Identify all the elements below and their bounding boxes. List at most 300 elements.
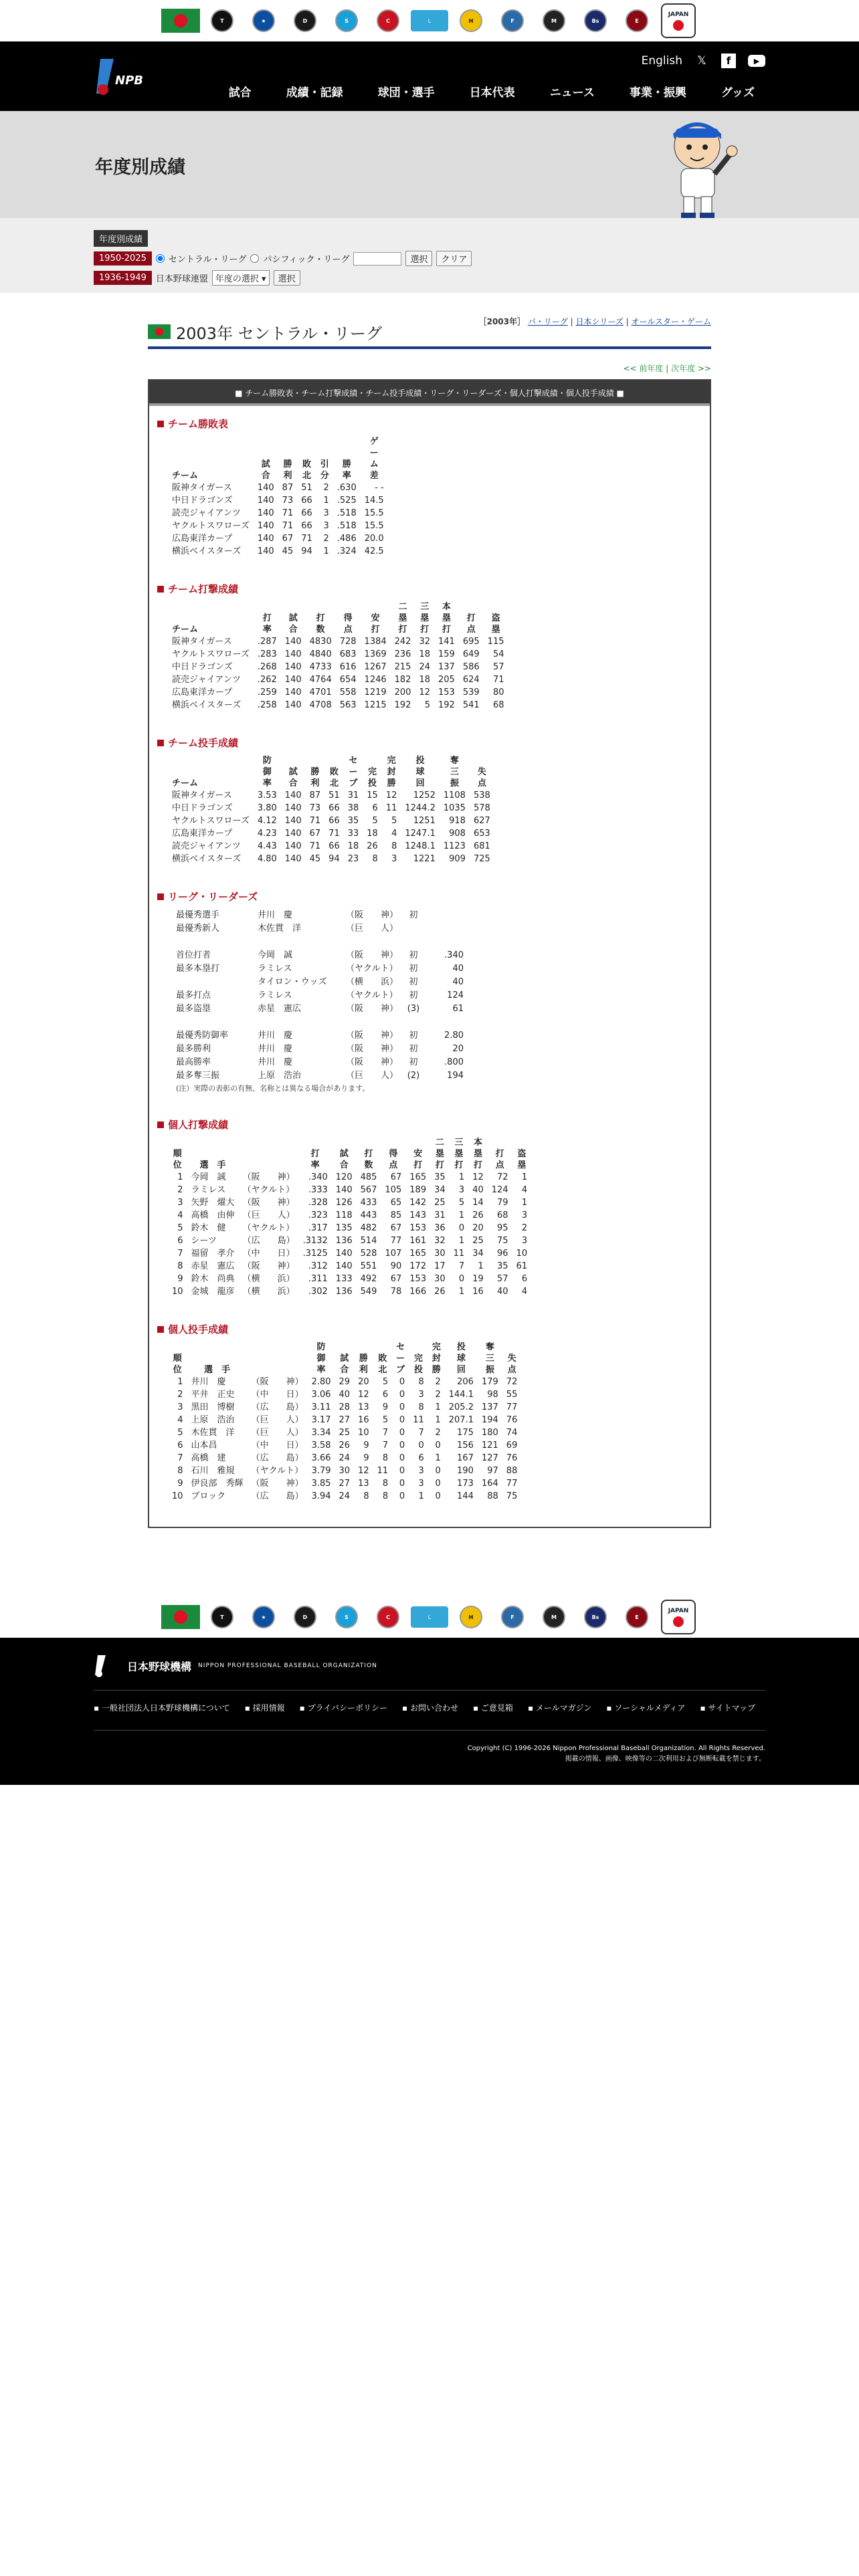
table-header-6: 敗 北 — [378, 1354, 387, 1375]
table-cell: 96 — [497, 1249, 508, 1259]
table-cell: 66 — [301, 508, 312, 518]
table-cell: 30 — [339, 1466, 351, 1476]
leader-cell: 赤星 憲広 — [258, 1004, 302, 1014]
carp-logo[interactable] — [367, 3, 409, 38]
pacific-radio[interactable] — [250, 254, 259, 263]
table-row — [168, 1260, 531, 1273]
table-cell: 135 — [335, 1223, 353, 1233]
table-cell: 2 — [435, 1390, 441, 1400]
copyright-line: Copyright (C) 1996-2026 Nippon Professional Baseball Organization. All Rights Reserved. — [467, 1745, 765, 1752]
leader-cell: 最多打点 — [176, 990, 211, 1000]
table-cell: 558 — [339, 687, 357, 697]
table-cell: 140 — [257, 546, 274, 556]
table-cell: .525 — [337, 496, 357, 506]
table-cell: （中 日） — [251, 1440, 304, 1451]
table-row — [168, 699, 508, 712]
table-cell: .518 — [337, 508, 357, 518]
clear-button[interactable]: クリア — [436, 251, 472, 266]
table-header-10: 本 塁 打 — [473, 1138, 482, 1170]
table-cell: 8 — [382, 1491, 389, 1501]
table-cell: 167 — [457, 1453, 474, 1463]
next-year-link[interactable]: 次年度 >> — [671, 364, 711, 373]
leader-spacer — [176, 936, 710, 949]
table-cell: 159 — [438, 649, 455, 659]
footer-link-0[interactable]: ▪ 一般社団法人日本野球機構について — [94, 1703, 230, 1713]
table-cell: 66 — [328, 803, 340, 813]
table-cell: 3.17 — [311, 1415, 331, 1425]
hawks-logo[interactable] — [450, 3, 492, 38]
leader-row — [176, 909, 710, 922]
table-cell: 1 — [435, 1402, 441, 1412]
table-header-4: 引 分 — [320, 459, 329, 481]
table-cell: 中日ドラゴンズ — [172, 662, 233, 672]
central-radio[interactable] — [156, 254, 165, 263]
table-cell: 140 — [335, 1185, 353, 1195]
table-cell: 4 — [177, 1210, 183, 1220]
footer-divider — [94, 1730, 765, 1731]
table-cell: 485 — [360, 1172, 377, 1182]
giants-logo[interactable] — [160, 3, 201, 38]
table-row — [168, 545, 388, 558]
table-cell: 10 — [358, 1428, 369, 1438]
hawks-logo[interactable] — [450, 1600, 492, 1634]
table-cell: 1267 — [364, 662, 387, 672]
table-cell: （阪 神） — [242, 1172, 295, 1182]
footer-link-4[interactable]: ▪ ご意見箱 — [472, 1703, 513, 1713]
marines-logo[interactable] — [533, 3, 575, 38]
table-cell: 73 — [282, 496, 294, 506]
table-cell: 中日ドラゴンズ — [172, 496, 233, 506]
table-cell: 鈴木 健 — [191, 1223, 226, 1233]
nav-item-2[interactable]: 球団・選手 — [377, 86, 435, 100]
swallows-icon: S — [335, 9, 358, 32]
table-cell: 1244.2 — [405, 803, 436, 813]
leader-cell: 124 — [447, 990, 464, 1000]
leader-cell: （巨 人） — [346, 1071, 399, 1081]
table-cell: （ヤクルト） — [251, 1466, 304, 1476]
table-cell: 205.2 — [448, 1402, 474, 1412]
table-cell: 207.1 — [448, 1415, 474, 1425]
table-cell: 0 — [399, 1428, 405, 1438]
table-cell: 140 — [257, 521, 274, 531]
table-cell: 141 — [438, 637, 455, 647]
team-pitching-section — [149, 736, 710, 865]
table-cell: 654 — [339, 675, 357, 685]
japan-series-link[interactable]: 日本シリーズ — [575, 317, 624, 326]
table-cell: 87 — [282, 483, 294, 493]
leader-cell: 61 — [452, 1004, 464, 1014]
table-cell: 3 — [323, 508, 329, 518]
svg-text:NPB: NPB — [115, 74, 143, 88]
table-cell: 6 — [382, 1390, 389, 1400]
table-cell: 68 — [497, 1210, 508, 1220]
fighters-logo[interactable] — [492, 3, 533, 38]
table-cell: ブロック — [191, 1491, 226, 1501]
footer-link-7[interactable]: ▪ サイトマップ — [700, 1703, 756, 1713]
nav-item-6[interactable]: グッズ — [721, 86, 755, 100]
pacific-label: パシフィック・リーグ — [263, 255, 350, 265]
select-button[interactable]: 選択 — [405, 251, 432, 266]
table-cell: 71 — [309, 816, 321, 826]
table-cell: 133 — [335, 1274, 353, 1284]
english-link[interactable]: English — [641, 54, 682, 68]
all-star-link[interactable]: オールスター・ゲーム — [631, 317, 711, 326]
table-cell: 20 — [472, 1223, 484, 1233]
table-cell: .3125 — [302, 1249, 328, 1259]
nav-item-0[interactable]: 試合 — [228, 86, 252, 100]
table-cell: 51 — [301, 483, 312, 493]
table-cell: 14.5 — [364, 496, 384, 506]
table-header-11: 打 点 — [495, 1149, 504, 1170]
table-cell: 上原 浩治 — [191, 1415, 235, 1425]
table-row — [168, 1376, 521, 1388]
old-years-button[interactable]: 1936-1949 — [94, 271, 152, 285]
carp-icon: C — [377, 1606, 399, 1628]
table-cell: 0 — [458, 1274, 465, 1284]
pl-link[interactable]: パ・リーグ — [527, 317, 568, 326]
table-header-2 — [248, 1341, 308, 1376]
table-header-0: チーム — [172, 625, 199, 635]
leader-cell: 木佐貫 洋 — [258, 924, 302, 934]
facebook-icon[interactable]: f — [721, 53, 736, 68]
table-cell: 94 — [328, 854, 340, 864]
leader-row — [176, 1056, 710, 1069]
swallows-logo[interactable] — [326, 3, 367, 38]
table-cell: （横 浜） — [242, 1274, 295, 1284]
table-cell: 1 — [521, 1198, 528, 1208]
section-menu[interactable]: ■ チーム勝敗表・チーム打撃成績・チーム投手成績・リーグ・リーダーズ・個人打撃成績・個人投手成績 ■ — [149, 381, 710, 406]
table-header-1: 選 手 — [199, 1160, 226, 1170]
table-cell: 1369 — [364, 649, 387, 659]
table-cell: 67 — [282, 534, 294, 544]
dragons-logo[interactable] — [284, 3, 326, 38]
select-button-2[interactable]: 選択 — [274, 270, 300, 286]
table-cell: 8 — [418, 1377, 424, 1387]
table-row — [168, 1247, 531, 1260]
npb-logo[interactable] — [94, 55, 155, 99]
table-cell: 72 — [506, 1377, 518, 1387]
table-cell: 54 — [492, 649, 504, 659]
table-header-0: 順 位 — [173, 1149, 182, 1170]
table-header-6: 二 塁 打 — [398, 602, 407, 635]
table-cell: 1221 — [413, 854, 436, 864]
table-cell: 136 — [335, 1236, 353, 1246]
table-cell: 98 — [487, 1390, 498, 1400]
table-cell: 909 — [449, 854, 466, 864]
samurai-japan-logo[interactable] — [658, 1600, 699, 1634]
bullet-icon — [157, 586, 164, 593]
table-header-9: 打 点 — [466, 613, 476, 635]
table-cell: （広 島） — [251, 1453, 304, 1463]
footer-link-1[interactable]: ▪ 採用情報 — [244, 1703, 285, 1713]
table-cell: 読売ジャイアンツ — [172, 675, 241, 685]
table-cell: 5 — [177, 1223, 183, 1233]
table-cell: .630 — [337, 483, 357, 493]
giants-logo[interactable] — [160, 1600, 201, 1634]
table-cell: 140 — [284, 790, 302, 800]
leaders-list — [176, 909, 710, 1083]
table-cell: 153 — [438, 687, 455, 697]
table-cell: 165 — [409, 1172, 427, 1182]
table-cell: 13 — [358, 1402, 369, 1412]
table-cell: 71 — [301, 534, 312, 544]
table-header-5: セ ー ブ — [349, 756, 358, 788]
table-cell: 142 — [409, 1198, 427, 1208]
table-cell: 12 — [358, 1390, 369, 1400]
table-cell: 広島東洋カープ — [172, 534, 233, 544]
leader-row — [176, 949, 710, 962]
table-cell: 88 — [487, 1491, 498, 1501]
table-row — [168, 815, 494, 827]
leader-cell: 最優秀選手 — [176, 910, 220, 920]
footer-divider — [94, 1690, 765, 1691]
eagles-logo[interactable] — [616, 1600, 658, 1634]
year-select[interactable]: 年度の選択 ▾ — [212, 270, 270, 286]
table-cell: 30 — [434, 1249, 446, 1259]
leader-cell: 初 — [409, 1044, 418, 1054]
buffaloes-logo[interactable] — [575, 1600, 616, 1634]
table-cell: 読売ジャイアンツ — [172, 841, 241, 851]
page-title: 年度別成績 — [95, 157, 185, 178]
table-cell: 16 — [472, 1287, 484, 1297]
table-cell: 4708 — [309, 700, 332, 710]
year-select-value: 年度の選択 — [215, 274, 259, 284]
table-cell: 12 — [358, 1466, 369, 1476]
table-cell: 120 — [335, 1172, 353, 1182]
leader-cell: .340 — [444, 950, 464, 960]
table-cell: 73 — [309, 803, 321, 813]
table-cell: 624 — [462, 675, 480, 685]
table-row — [168, 1184, 531, 1196]
table-cell: 8 — [372, 854, 378, 864]
footer-link-6[interactable]: ▪ ソーシャルメディア — [606, 1703, 686, 1713]
footer-link-3[interactable]: ▪ お問い合わせ — [402, 1703, 458, 1713]
table-header-3: 敗 北 — [302, 459, 311, 481]
table-cell: 横浜ベイスターズ — [172, 700, 242, 710]
table-cell: 166 — [409, 1287, 427, 1297]
x-icon[interactable]: 𝕏 — [697, 54, 706, 68]
table-cell: 2.80 — [311, 1377, 331, 1387]
table-cell: 38 — [347, 803, 359, 813]
table-cell: .268 — [257, 662, 277, 672]
team-logo-strip-top — [0, 0, 859, 41]
table-cell: 69 — [506, 1440, 518, 1451]
table-header-row — [168, 1341, 521, 1376]
swallows-logo[interactable] — [326, 1600, 367, 1634]
dragons-logo[interactable] — [284, 1600, 326, 1634]
table-cell: 3.80 — [257, 803, 277, 813]
baystars-logo[interactable] — [243, 3, 284, 38]
table-cell: .262 — [257, 675, 277, 685]
table-cell: - - — [375, 483, 384, 493]
leader-cell: 初 — [409, 977, 418, 987]
table-cell: .287 — [257, 637, 277, 647]
baystars-icon: ★ — [252, 9, 275, 32]
giants-flag-icon — [161, 1605, 200, 1629]
table-cell: 206 — [457, 1377, 474, 1387]
table-cell: 75 — [506, 1491, 518, 1501]
table-cell: 2 — [323, 534, 329, 544]
table-cell: 7 — [458, 1261, 465, 1271]
prev-next: << 前年度 | 次年度 >> — [623, 364, 711, 373]
table-cell: 57 — [492, 662, 504, 672]
table-cell: 4 — [177, 1415, 183, 1425]
table-cell: 31 — [434, 1210, 446, 1220]
table-cell: 26 — [367, 841, 378, 851]
samurai-japan-icon: JAPAN — [661, 3, 696, 38]
table-cell: 695 — [462, 637, 480, 647]
baystars-logo[interactable] — [243, 1600, 284, 1634]
table-cell: 140 — [284, 829, 302, 839]
lions-logo[interactable] — [409, 3, 450, 38]
leader-cell: 最多奪三振 — [176, 1071, 220, 1081]
table-cell: 4.80 — [257, 854, 277, 864]
title-row — [148, 317, 711, 344]
table-header-1: 防 御 率 — [262, 756, 272, 788]
leader-cell: （阪 神） — [346, 1004, 399, 1014]
table-cell: 57 — [497, 1274, 508, 1284]
page-banner — [0, 111, 859, 218]
table-cell: 今岡 誠 — [191, 1172, 226, 1182]
table-cell: 161 — [409, 1236, 427, 1246]
table-cell: 4733 — [309, 662, 332, 672]
table-cell: 0 — [399, 1390, 405, 1400]
year-input[interactable] — [353, 252, 401, 265]
table-cell: 173 — [457, 1479, 474, 1489]
marines-logo[interactable] — [533, 1600, 575, 1634]
leader-cell: 井川 慶 — [258, 1057, 293, 1067]
eagles-logo[interactable] — [616, 3, 658, 38]
table-header-5: 打 数 — [364, 1149, 373, 1170]
table-cell: 71 — [282, 521, 294, 531]
table-cell: 126 — [335, 1198, 353, 1208]
table-cell: 1 — [435, 1453, 441, 1463]
leader-spacer — [176, 1016, 710, 1029]
table-cell: 阪神タイガース — [172, 790, 232, 800]
nav-item-1[interactable]: 成績・記録 — [286, 86, 343, 100]
table-cell: 福留 孝介 — [191, 1249, 235, 1259]
table-cell: 616 — [339, 662, 357, 672]
table-cell: （阪 神） — [242, 1198, 295, 1208]
table-cell: 3 — [323, 521, 329, 531]
marines-icon: M — [543, 9, 565, 32]
table-cell: 190 — [457, 1466, 474, 1476]
table-cell: 0 — [399, 1453, 405, 1463]
table-cell: 725 — [473, 854, 490, 864]
table-header-4: 試 合 — [339, 1149, 349, 1170]
table-cell: 7 — [177, 1249, 183, 1259]
table-cell: 5 — [391, 816, 397, 826]
table-cell: 4.43 — [257, 841, 277, 851]
fighters-icon: F — [501, 1606, 524, 1628]
leader-cell: 初 — [409, 910, 418, 920]
table-cell: 124 — [491, 1185, 508, 1195]
mascot-image — [661, 114, 739, 219]
table-cell: 78 — [390, 1287, 402, 1297]
tigers-logo[interactable] — [201, 1600, 243, 1634]
table-cell: 140 — [284, 803, 302, 813]
footer-link-5[interactable]: ▪ メールマガジン — [527, 1703, 592, 1713]
fighters-logo[interactable] — [492, 1600, 533, 1634]
table-cell: 13 — [358, 1479, 369, 1489]
team-batting-title: チーム打撃成績 — [168, 583, 239, 595]
table-cell: 黒田 博樹 — [191, 1402, 235, 1412]
table-cell: 97 — [487, 1466, 498, 1476]
table-cell: .258 — [257, 700, 277, 710]
leader-cell: 最高勝率 — [176, 1057, 211, 1067]
table-cell: ラミレス — [191, 1185, 226, 1195]
table-cell: 8 — [382, 1479, 389, 1489]
table-cell: 20.0 — [364, 534, 384, 544]
leader-row — [176, 989, 710, 1002]
carp-logo[interactable] — [367, 1600, 409, 1634]
table-cell: 140 — [335, 1261, 353, 1271]
table-header-row — [168, 436, 388, 481]
lions-logo[interactable] — [409, 1600, 450, 1634]
tigers-logo[interactable] — [201, 3, 243, 38]
table-cell: 200 — [394, 687, 411, 697]
leader-cell: ラミレス — [258, 990, 292, 1000]
table-cell: 549 — [360, 1287, 377, 1297]
table-cell: 1215 — [364, 700, 387, 710]
table-cell: 14 — [472, 1198, 484, 1208]
prev-year-link[interactable]: << 前年度 — [623, 364, 664, 373]
nav-item-4[interactable]: ニュース — [549, 86, 595, 100]
leader-cell — [423, 909, 464, 922]
table-cell: 3.85 — [311, 1479, 331, 1489]
nav-item-5[interactable]: 事業・振興 — [629, 86, 686, 100]
table-cell: 77 — [506, 1402, 518, 1412]
table-cell: 10 — [516, 1249, 528, 1259]
table-header-10: 失 点 — [477, 767, 486, 788]
table-cell: 55 — [506, 1390, 518, 1400]
youtube-icon[interactable]: ▶ — [748, 55, 765, 67]
table-cell: 7 — [382, 1428, 389, 1438]
recent-years-button[interactable]: 1950-2025 — [94, 251, 152, 265]
table-cell: .283 — [257, 649, 277, 659]
table-cell: 3.94 — [311, 1491, 331, 1501]
footer-logo[interactable] — [94, 1654, 377, 1678]
leader-cell: 井川 慶 — [258, 1031, 293, 1041]
leader-cell: （阪 神） — [346, 1057, 399, 1067]
leader-cell — [176, 976, 258, 989]
table-cell: 読売ジャイアンツ — [172, 508, 241, 518]
table-cell: 1 — [521, 1172, 528, 1182]
leader-cell: 初 — [409, 990, 418, 1000]
samurai-japan-logo[interactable] — [658, 3, 699, 38]
table-cell: 27 — [339, 1479, 351, 1489]
table-cell: 180 — [481, 1428, 498, 1438]
table-row — [168, 1235, 531, 1247]
leader-row — [176, 1029, 710, 1043]
table-cell: 横浜ベイスターズ — [172, 546, 242, 556]
nav-item-3[interactable]: 日本代表 — [469, 86, 515, 100]
table-cell: 35 — [497, 1261, 508, 1271]
tigers-icon: T — [211, 9, 233, 32]
table-cell: 2 — [435, 1428, 441, 1438]
table-row — [168, 1490, 521, 1503]
table-cell: 192 — [394, 700, 411, 710]
table-cell: 0 — [399, 1479, 405, 1489]
table-cell: 7 — [382, 1440, 389, 1451]
leaders-section — [149, 889, 710, 1093]
leader-cell: （阪 神） — [346, 1044, 399, 1054]
table-cell: 3.66 — [311, 1453, 331, 1463]
buffaloes-logo[interactable] — [575, 3, 616, 38]
footer-link-2[interactable]: ▪ プライバシーポリシー — [299, 1703, 388, 1713]
table-cell: 3 — [418, 1479, 424, 1489]
table-header-7: 安 打 — [413, 1149, 423, 1170]
